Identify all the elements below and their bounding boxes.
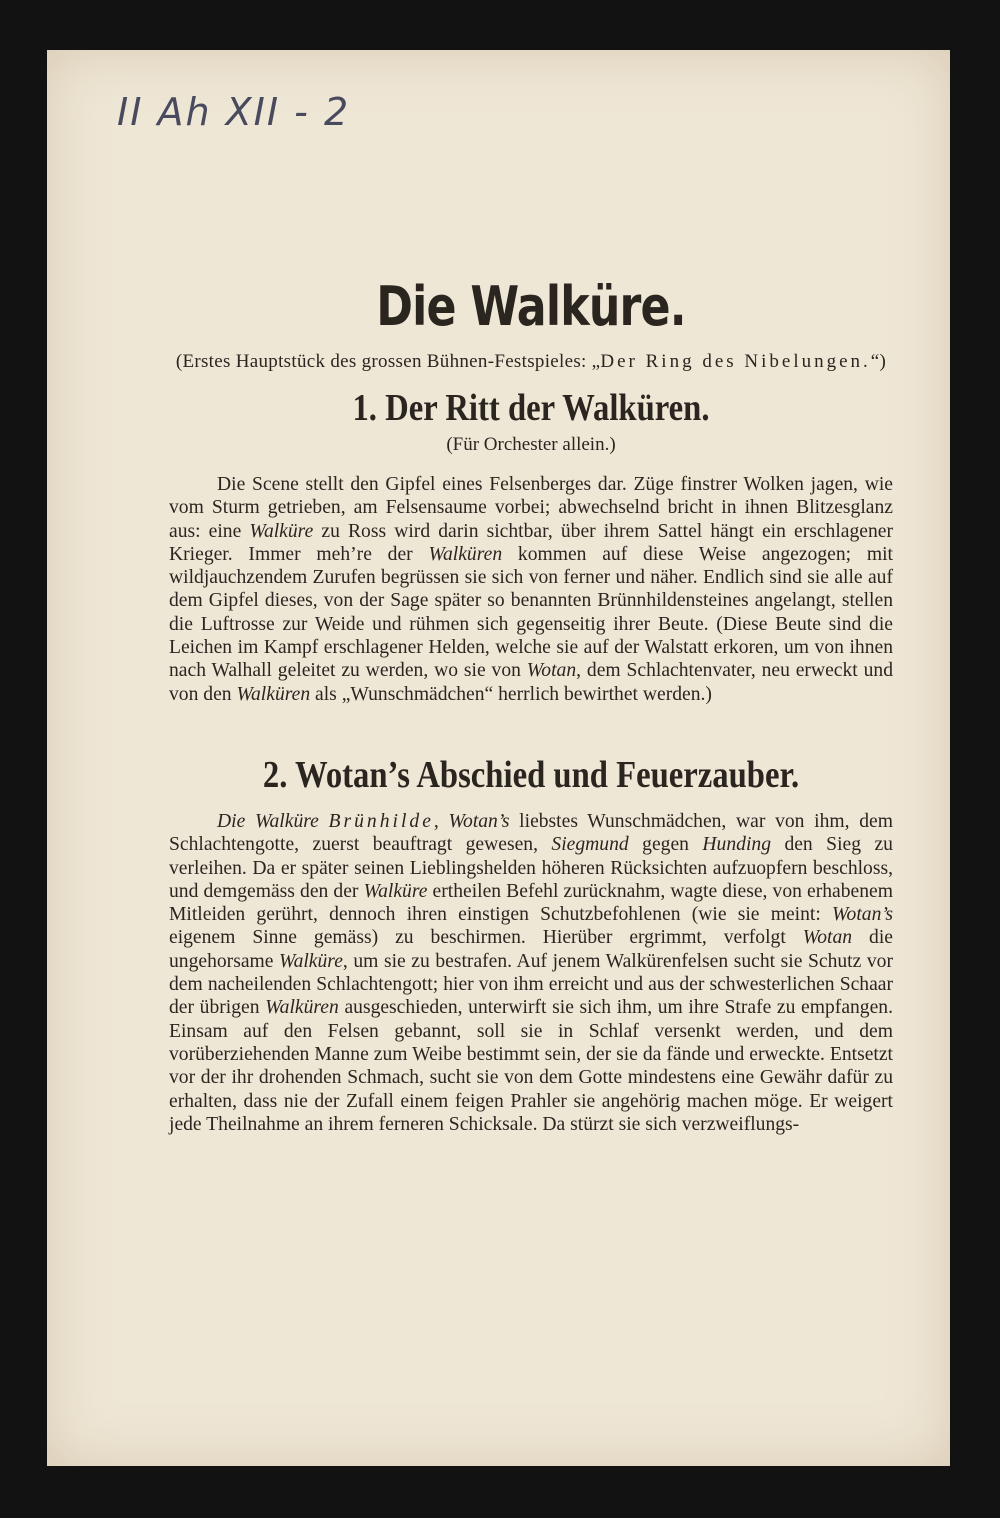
text-run: , um sie zu bestrafen. Auf jenem Walkürenfelsen sucht sie Schutz vor dem nacheilenden Schlachtengott; hier von ihm erreicht und aus der schwesterlichen Schaar der übrigen xyxy=(169,950,893,1019)
italic-run: Wotan xyxy=(526,660,577,682)
italic-run: Walküre xyxy=(279,950,343,972)
page-content xyxy=(169,272,893,1136)
subtitle-part2: “) xyxy=(870,351,887,372)
text-run: ausgeschieden, unterwirft sie sich ihm, um ihre Strafe zu empfangen. Einsam auf den Felsen gebannt, soll sie in Schlaf versenkt werden, und dem vorüberziehenden Manne zum Weibe bestimmt sein, der sie da fände und erweckte. Entsetzt vor der ihr drohenden Schmach, sucht sie von dem Gotte mindestens eine Gewähr dafür zu erhalten, dass nie der Zufall einem feigen Prahler sie angehörig machen möge. Er weigert jede Theilnahme an ihrem ferneren Schicksale. Da stürzt sie sich verzweiflungs- xyxy=(169,997,893,1135)
document-title: Die Walküre. xyxy=(376,275,686,338)
section-1-heading: 1. Der Ritt der Walküren. xyxy=(352,387,710,429)
text-run: den Sieg zu verleihen. Da er später seinen Lieblingshelden höheren Rücksichten aufzuopfern beschloss, und demgemäss den der xyxy=(169,834,893,902)
section-2-paragraph xyxy=(169,810,893,1136)
italic-run: Siegmund xyxy=(551,834,629,856)
italic-run: Wotan xyxy=(802,927,853,949)
subtitle-spaced: Der Ring des Nibelungen. xyxy=(600,351,871,372)
document-subtitle xyxy=(169,350,893,373)
section-1-note: (Für Orchester allein.) xyxy=(446,434,616,455)
text-run: Die Scene stellt den Gipfel eines Felsenberges dar. Züge finstrer Wolken jagen, wie vom Sturm getrieben, am Felsensaume vorbei; abwechselnd bricht in ihnen Blitzesglanz aus: eine xyxy=(169,474,893,542)
document-page xyxy=(47,50,950,1466)
italic-run: Die Walküre xyxy=(217,810,329,832)
italic-run: Wotan’s xyxy=(448,810,510,832)
italic-run: Walküre xyxy=(249,520,314,542)
italic-run: Walküren xyxy=(428,543,503,565)
italic-run: Walküre xyxy=(363,880,428,902)
text-run: , xyxy=(433,810,449,832)
subtitle-part1: (Erstes Hauptstück des grossen Bühnen-Festspieles: „ xyxy=(175,351,601,372)
italic-spaced-run: Brünhilde xyxy=(328,810,434,832)
text-run: eigenem Sinne gemäss) zu beschirmen. Hierüber ergrimmt, verfolgt xyxy=(169,927,803,949)
handwritten-shelfmark: II Ah XII - 2 xyxy=(117,90,351,134)
text-run: liebstes Wunschmädchen, war von ihm, dem Schlachtengotte, zuerst beauftragt gewesen, xyxy=(169,810,893,856)
italic-run: Wotan’s xyxy=(832,904,893,926)
text-run: gegen xyxy=(628,834,703,856)
italic-run: Hunding xyxy=(702,834,771,856)
text-run: als „Wunschmädchen“ herrlich bewirthet werden.) xyxy=(310,683,712,705)
text-run: , dem Schlachtenvater, neu erweckt und von den xyxy=(169,660,893,705)
section-1-paragraph xyxy=(169,473,893,706)
text-run: kommen auf diese Weise angezogen; mit wildjauchzendem Zurufen begrüssen sie sich von ferner und näher. Endlich sind sie alle auf dem Gipfel dieses, von der Sage später so benannten Brünnhildensteines angelangt, stellen die Luftrosse zur Weide und rühmen sich gegenseitig ihrer Beute. (Diese Beute sind die Leichen im Kampf erschlagener Helden, welche sie auf der Walstatt erkoren, um von ihnen nach Walhall geleitet zu werden, wo sie von xyxy=(169,543,893,682)
text-run: zu Ross wird darin sichtbar, über ihrem Sattel hängt ein erschlagener Krieger. Immer meh’re der xyxy=(169,520,894,565)
text-run: ertheilen Befehl zurücknahm, wagte diese, von erhabenem Mitleiden gerührt, dennoch ihren einstigen Schutzbefohlenen (wie sie meint: xyxy=(169,880,893,926)
section-2-heading: 2. Wotan’s Abschied und Feuerzauber. xyxy=(262,753,800,796)
text-run: die ungehorsame xyxy=(169,927,893,972)
italic-run: Walküren xyxy=(236,683,311,705)
italic-run: Walküren xyxy=(265,997,339,1019)
